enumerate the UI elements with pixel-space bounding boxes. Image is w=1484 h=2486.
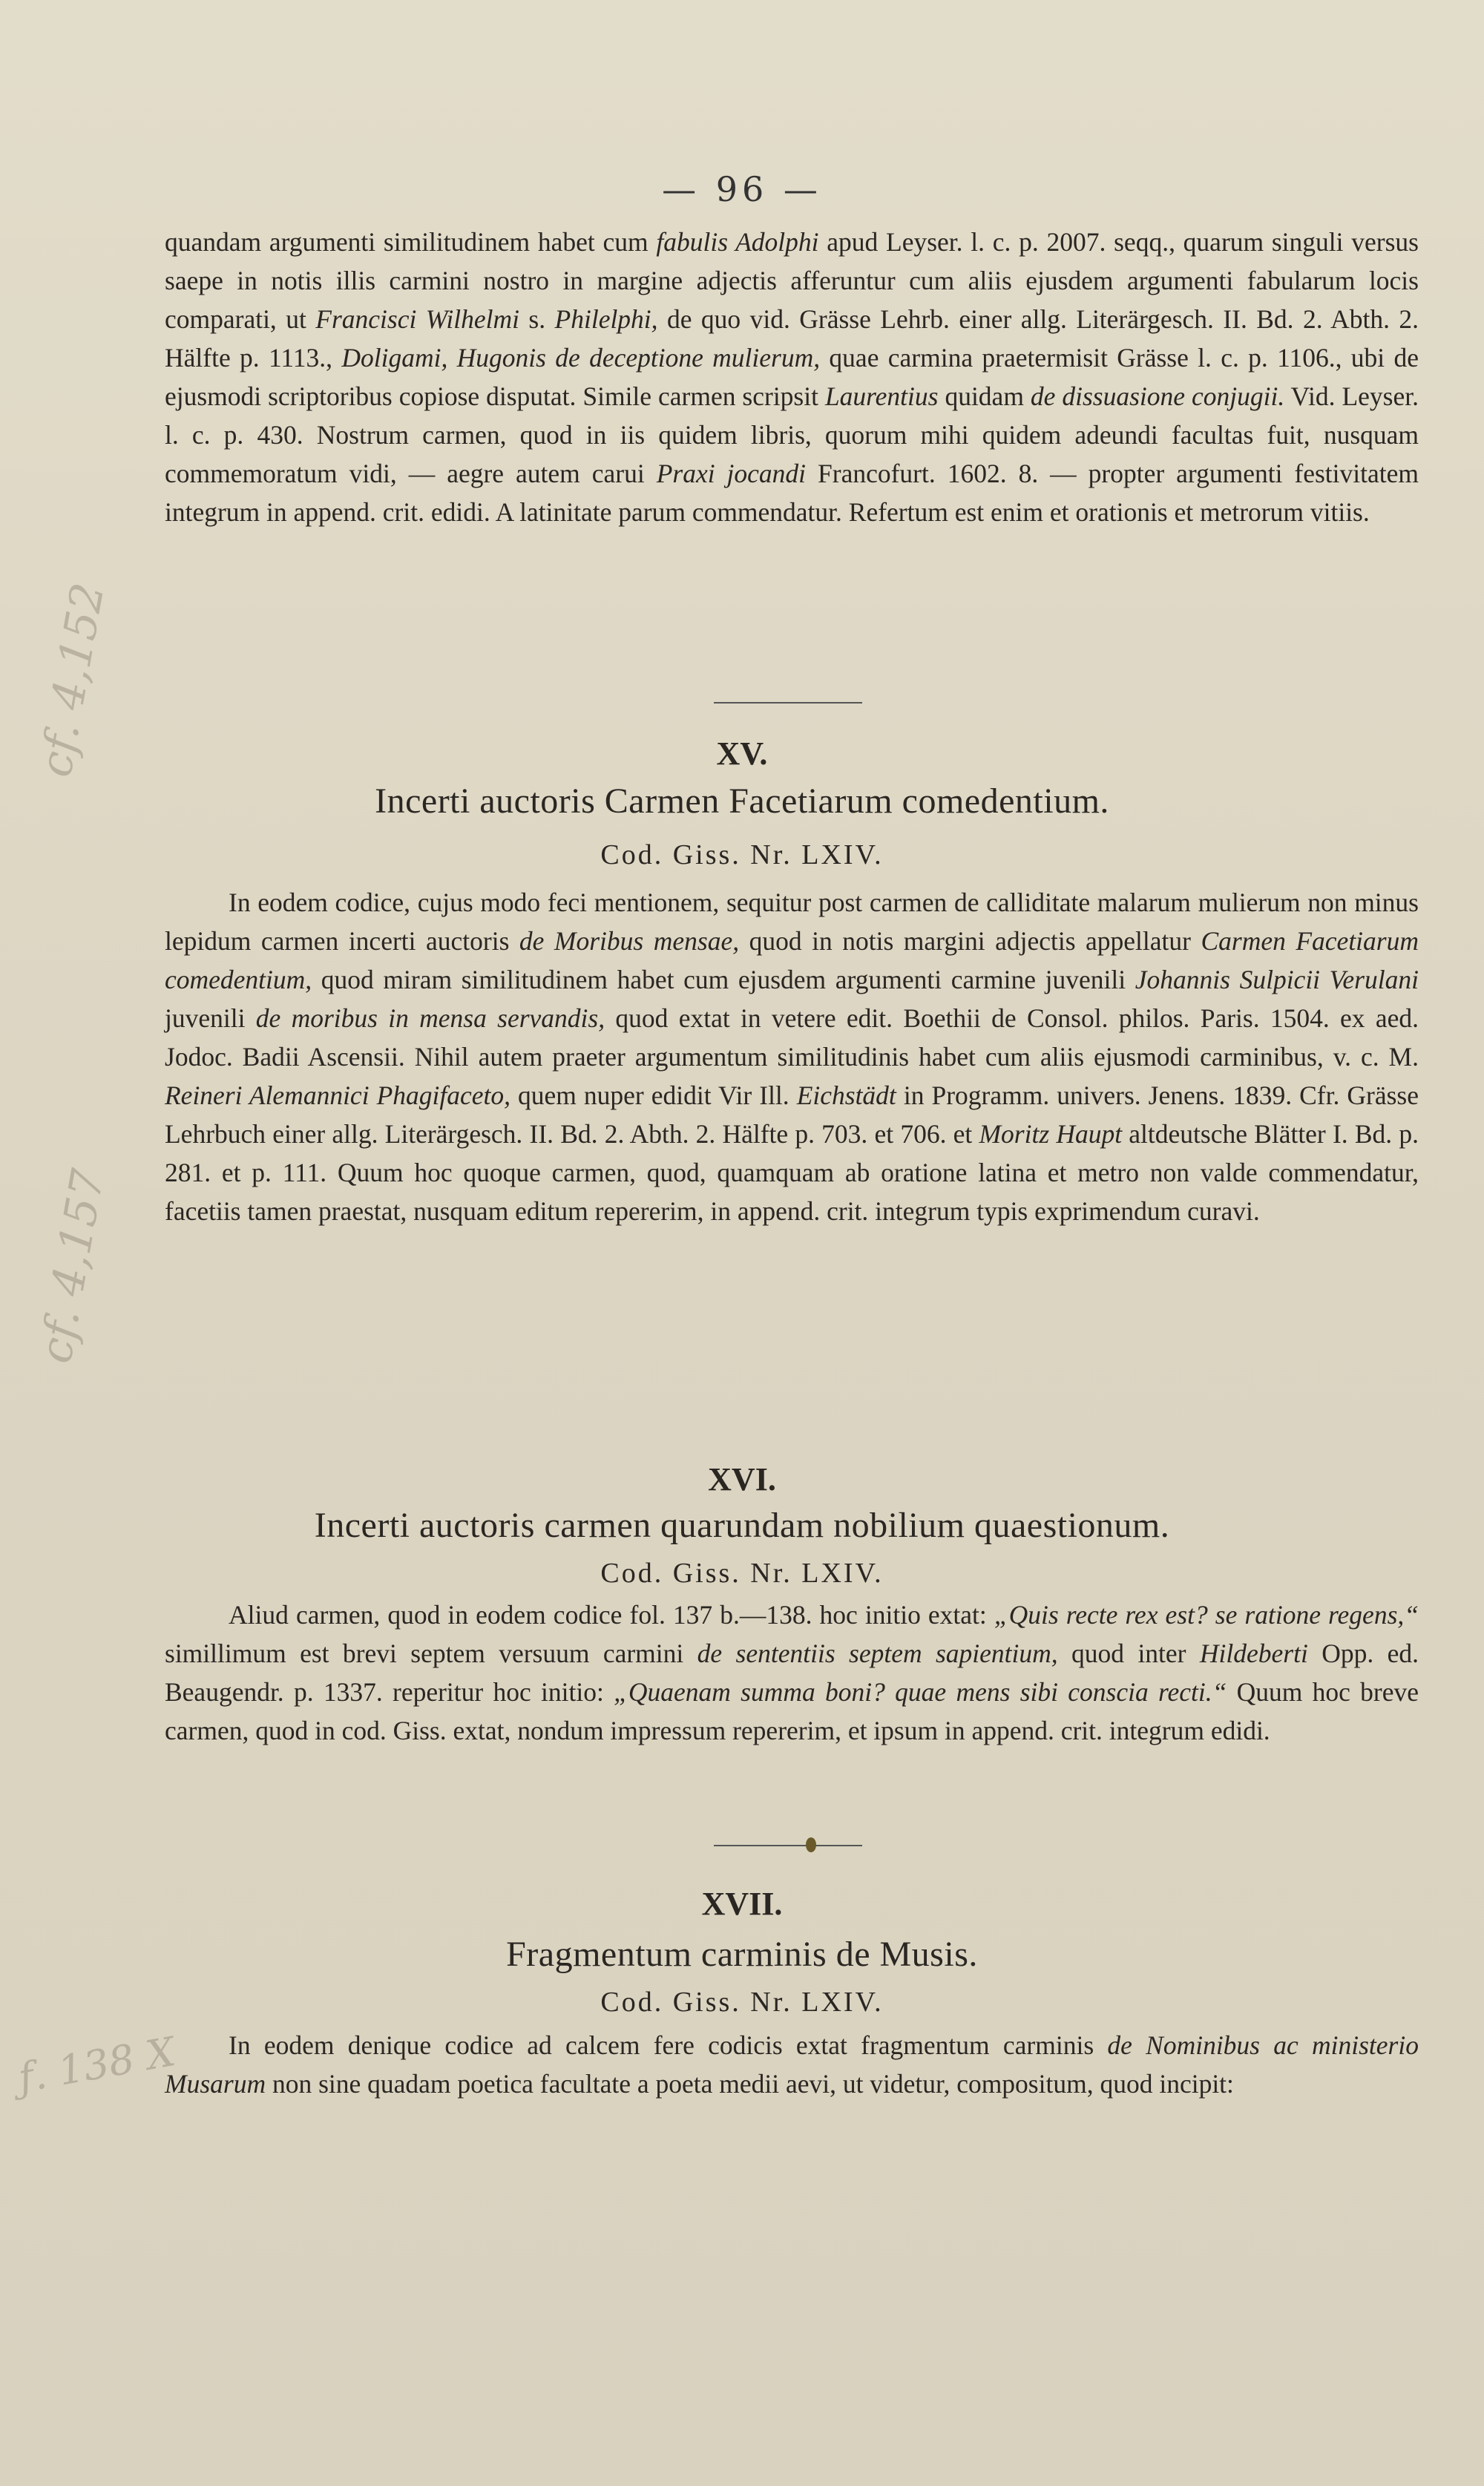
section-title: Incerti auctoris carmen quarundam nobilium quaestionum. [314, 1506, 1170, 1545]
section-body: Aliud carmen, quod in eodem codice fol. 137 b.—138. hoc initio extat: „Quis recte rex est? se ratione regens,“ simillimum est brevi septem versuum carmini de sententiis septem sapientium, quod inter Hildeberti Opp. ed. Beaugendr. p. 1337. reperitur hoc initio: „Quaenam summa boni? quae mens sibi conscia recti.“ Quum hoc breve carmen, quod in cod. Giss. extat, nondum impressum repererim, et ipsum in append. crit. integrum edidi. [165, 1600, 1419, 1745]
section-numeral: XVI. [708, 1461, 776, 1498]
codex-reference: Cod. Giss. Nr. LXIV. [600, 1987, 884, 2018]
section-body: In eodem codice, cujus modo feci mentionem, sequitur post carmen de calliditate malarum mulierum non minus lepidum carmen incerti auctoris de Moribus mensae, quod in notis margini adjectis appellatur Carmen Facetiarum comedentium, quod miram similitudinem habet cum ejusdem argumenti carmine juvenili Johannis Sulpicii Verulani juvenili de moribus in mensa servandis, quod extat in vetere edit. Boethii de Consol. philos. Paris. 1504. ex aed. Jodoc. Badii Ascensii. Nihil autem praeter argumentum similitudinis habet cum aliis ejusmodi carminibus, v. c. M. Reineri Alemannici Phagifaceto, quem nuper edidit Vir Ill. Eichstädt in Programm. univers. Jenens. 1839. Cfr. Grässe Lehrbuch einer allg. Literärgesch. II. Bd. 2. Abth. 2. Hälfte p. 703. et 706. et Moritz Haupt altdeutsche Blätter I. Bd. p. 281. et p. 111. Quum hoc quoque carmen, quod, quamquam ab oratione latina et metro non valde commendatur, facetiis tamen praestat, nusquam editum repererim, in append. crit. integrum typis exprimendum curavi. [165, 888, 1419, 1226]
intro-paragraph: quandam argumenti similitudinem habet cum fabulis Adolphi apud Leyser. l. c. p. 2007. seqq., quarum singuli versus saepe in notis illis carmini nostro in margine adjectis afferuntur cum aliis ejusdem argumenti fabularum locis comparati, ut Francisci Wilhelmi s. Philelphi, de quo vid. Grässe Lehrb. einer allg. Literärgesch. II. Bd. 2. Abth. 2. Hälfte p. 1113., Doligami, Hugonis de deceptione mulierum, quae carmina praetermisit Grässe l. c. p. 1106., ubi de ejusmodi scriptoribus copiose disputat. Simile carmen scripsit Laurentius quidam de dissuasione conjugii. Vid. Leyser. l. c. p. 430. Nostrum carmen, quod in iis quidem libris, quorum mihi quidem adeundi facultas fuit, nusquam commemoratum vidi, — aegre autem carui Praxi jocandi Francofurt. 1602. 8. — propter argumenti festivitatem integrum in append. crit. edidi. A latinitate parum commendatur. Refertum est enim et orationis et metrorum vitiis. [165, 227, 1419, 527]
section-body: In eodem denique codice ad calcem fere codicis extat fragmentum carminis de Nominibus ac ministerio Musarum non sine quadam poetica facultate a poeta medii aevi, ut videtur, compositum, quod incipit: [165, 2030, 1419, 2099]
marginalia-pencil-note: cf. 4,157 [30, 1165, 115, 1368]
marginalia-pencil-note: cf. 4,152 [30, 579, 115, 781]
page-number: — 96 — [662, 169, 822, 209]
section-numeral: XVII. [701, 1886, 783, 1922]
codex-reference: Cod. Giss. Nr. LXIV. [600, 1558, 884, 1589]
section-title: Incerti auctoris Carmen Facetiarum comedentium. [375, 781, 1109, 821]
divider-ornament [806, 1837, 816, 1852]
section-numeral: XV. [716, 735, 768, 772]
section-divider [714, 1845, 862, 1846]
section-divider [714, 702, 862, 704]
codex-reference: Cod. Giss. Nr. LXIV. [600, 839, 884, 870]
marginalia-pencil-note: ƒ. 138 Ⅹ [15, 2028, 179, 2102]
section-title: Fragmentum carminis de Musis. [506, 1935, 978, 1974]
